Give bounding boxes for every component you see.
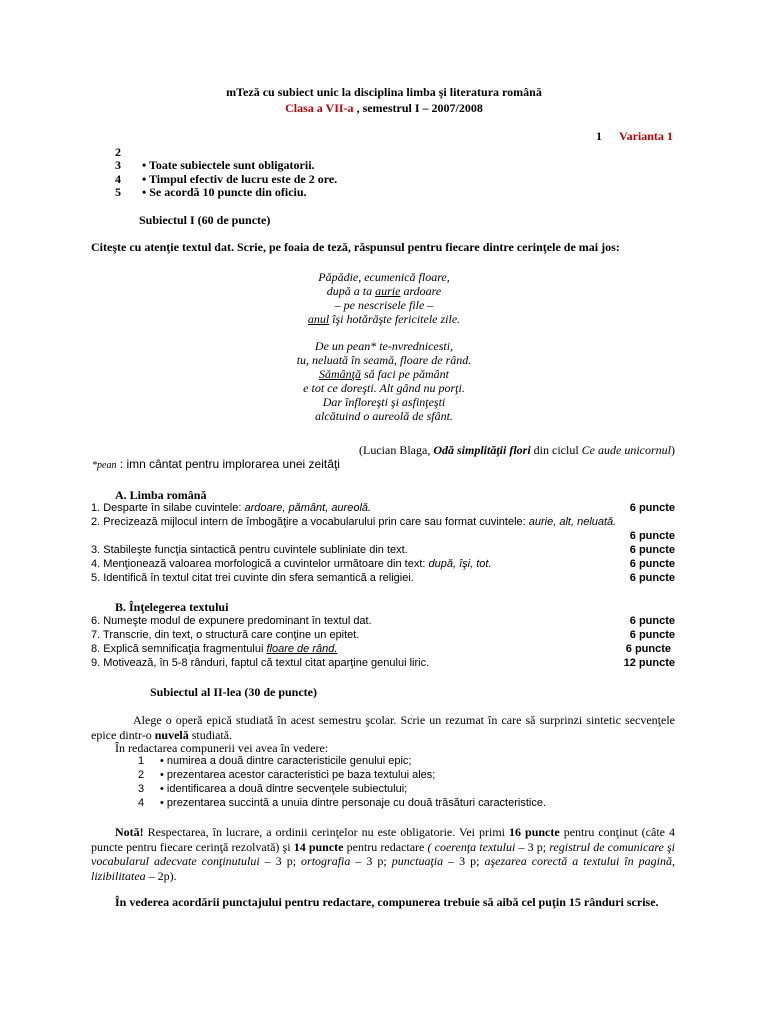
subject2-lead: În redactarea compunerii vei avea în vedere: xyxy=(115,741,329,755)
class-name: Clasa a VII-a xyxy=(285,101,354,115)
note-paragraph: Notă! Respectarea, în lucrare, a ordinii cerinţelor nu este obligatorie. Vei primi 16 puncte pentru conţinut (câte 4 puncte pentru fiecare cerinţă rezolvată) şi 14 puncte pentru redactare ( coerenţa textului – 3 p; registrul de comunicare şi vocabularul adecvate conţinutului – 3 p; ortografia – 3 p; punctuaţia – 3 p; aşezarea corectă a textului în pagină, lizibilitatea – 2p). xyxy=(91,825,676,883)
points: 6 puncte xyxy=(629,615,675,627)
question-item: 2. Precizează mijlocul intern de îmbogăţire a vocabularului prin care sau format cuvintele: aurie, alt, neluată. xyxy=(91,516,617,528)
points: 6 puncte xyxy=(629,558,675,570)
poem-line: Păpădie, ecumenică floare, xyxy=(318,270,450,284)
poem-line: De un pean* te-nvrednicesti, xyxy=(314,339,454,353)
question-item: 4. Menţionează valoarea morfologică a cuvintelor următoare din text: după, îşi, tot. xyxy=(91,558,492,570)
rule-text: • Toate subiectele sunt obligatorii. xyxy=(142,158,315,172)
question-item: 6. Numeşte modul de expunere predominant în textul dat. xyxy=(91,615,372,627)
subject2-heading: Subiectul al II-lea (30 de puncte) xyxy=(150,685,318,699)
points: 6 puncte xyxy=(629,544,675,556)
question-item: 9. Motivează, în 5-8 rânduri, faptul că textul citat aparţine genului liric. xyxy=(91,657,430,669)
points: 12 puncte xyxy=(623,657,675,669)
points: 6 puncte xyxy=(629,530,675,542)
variant-number: 1 xyxy=(596,129,602,143)
footnote: *pean : imn cântat pentru implorarea unei zeităţi xyxy=(92,457,340,471)
poem-line: după a ta aurie ardoare xyxy=(326,284,442,298)
question-item: 8. Explică semnificaţia fragmentului floare de rând. xyxy=(91,643,338,655)
underlined-word: anul xyxy=(307,312,330,326)
points: 6 puncte xyxy=(625,643,671,655)
rule-num: 2 xyxy=(115,145,121,159)
requirement-text: • prezentarea acestor caracteristici pe baza textului ales; xyxy=(160,769,436,781)
poem-line: Sămânţă să faci pe pământ xyxy=(319,367,449,381)
underlined-word: aurie xyxy=(375,284,401,298)
points: 6 puncte xyxy=(629,502,675,514)
semester: , semestrul I – 2007/2008 xyxy=(353,101,483,115)
points: 6 puncte xyxy=(629,629,675,641)
subject1-instruction: Citeşte cu atenţie textul dat. Scrie, pe foaia de teză, răspunsul pentru fiecare dintre cerinţele de mai jos: xyxy=(91,240,620,254)
section-b-heading: B. Înţelegerea textului xyxy=(115,600,229,614)
rule-num: 5 xyxy=(115,185,121,199)
poem-line: – pe nescrisele file – xyxy=(334,298,434,312)
rule-text: • Se acordă 10 puncte din oficiu. xyxy=(142,185,307,199)
rule-num: 4 xyxy=(115,172,121,186)
rule-num: 3 xyxy=(115,158,121,172)
variant-label: Varianta 1 xyxy=(619,129,673,143)
requirement-num: 2 xyxy=(138,769,145,781)
points: 6 puncte xyxy=(629,572,675,584)
underlined-word: Sămânţă xyxy=(319,367,361,381)
class-line xyxy=(0,101,768,116)
final-note: În vederea acordării punctajului pentru redactare, compunerea trebuie să aibă cel puţin 15 rânduri scrise. xyxy=(115,895,659,909)
question-item: 1. Desparte în silabe cuvintele: ardoare, pământ, aureolă. xyxy=(91,502,372,514)
poem-line: anul îşi hotărăşte fericitele zile. xyxy=(307,312,461,326)
poem-line: tu, neluată în seamă, floare de rând. xyxy=(296,353,472,367)
requirement-num: 1 xyxy=(138,755,145,767)
poem-cycle: Ce aude unicornul xyxy=(581,443,671,457)
poem-title: Odă simplităţii flori xyxy=(433,443,531,457)
subject1-heading: Subiectul I (60 de puncte) xyxy=(139,213,271,227)
section-a-heading: A. Limba română xyxy=(115,488,207,502)
question-item: 5. Identifică în textul citat trei cuvinte din sfera semantică a religiei. xyxy=(91,572,414,584)
requirement-num: 4 xyxy=(138,797,145,809)
note-label: Notă! xyxy=(115,825,144,839)
rule-text: • Timpul efectiv de lucru este de 2 ore. xyxy=(142,172,338,186)
footnote-term: *pean xyxy=(92,460,117,471)
subject2-intro: Alege o operă epică studiată în acest semestru şcolar. Scrie un rezumat în care să surprinzi sintetic secvenţele epice dintr-o nuvelă studiată. xyxy=(91,713,675,742)
question-item: 7. Transcrie, din text, o structură care conţine un epitet. xyxy=(91,629,360,641)
question-item: 3. Stabileşte funcţia sintactică pentru cuvintele subliniate din text. xyxy=(91,544,408,556)
poem-line: Dar înfloreşti şi asfinţeşti xyxy=(322,395,446,409)
poem-line: alcătuind o aureolă de sfânt. xyxy=(315,409,453,423)
document-title: mTeză cu subiect unic la disciplina limba şi literatura română xyxy=(226,85,542,99)
requirement-num: 3 xyxy=(138,783,145,795)
requirement-text: • identificarea a două dintre secvenţele subiectului; xyxy=(160,783,408,795)
requirement-text: • numirea a două dintre caracteristicile genului epic; xyxy=(160,755,412,767)
poem-source: (Lucian Blaga, Odă simplităţii flori din ciclul Ce aude unicornul) xyxy=(359,443,675,457)
requirement-text: • prezentarea succintă a unuia dintre personaje cu două trăsături caracteristice. xyxy=(160,797,547,809)
poem-line: e tot ce doreşti. Alt gând nu porţi. xyxy=(303,381,465,395)
